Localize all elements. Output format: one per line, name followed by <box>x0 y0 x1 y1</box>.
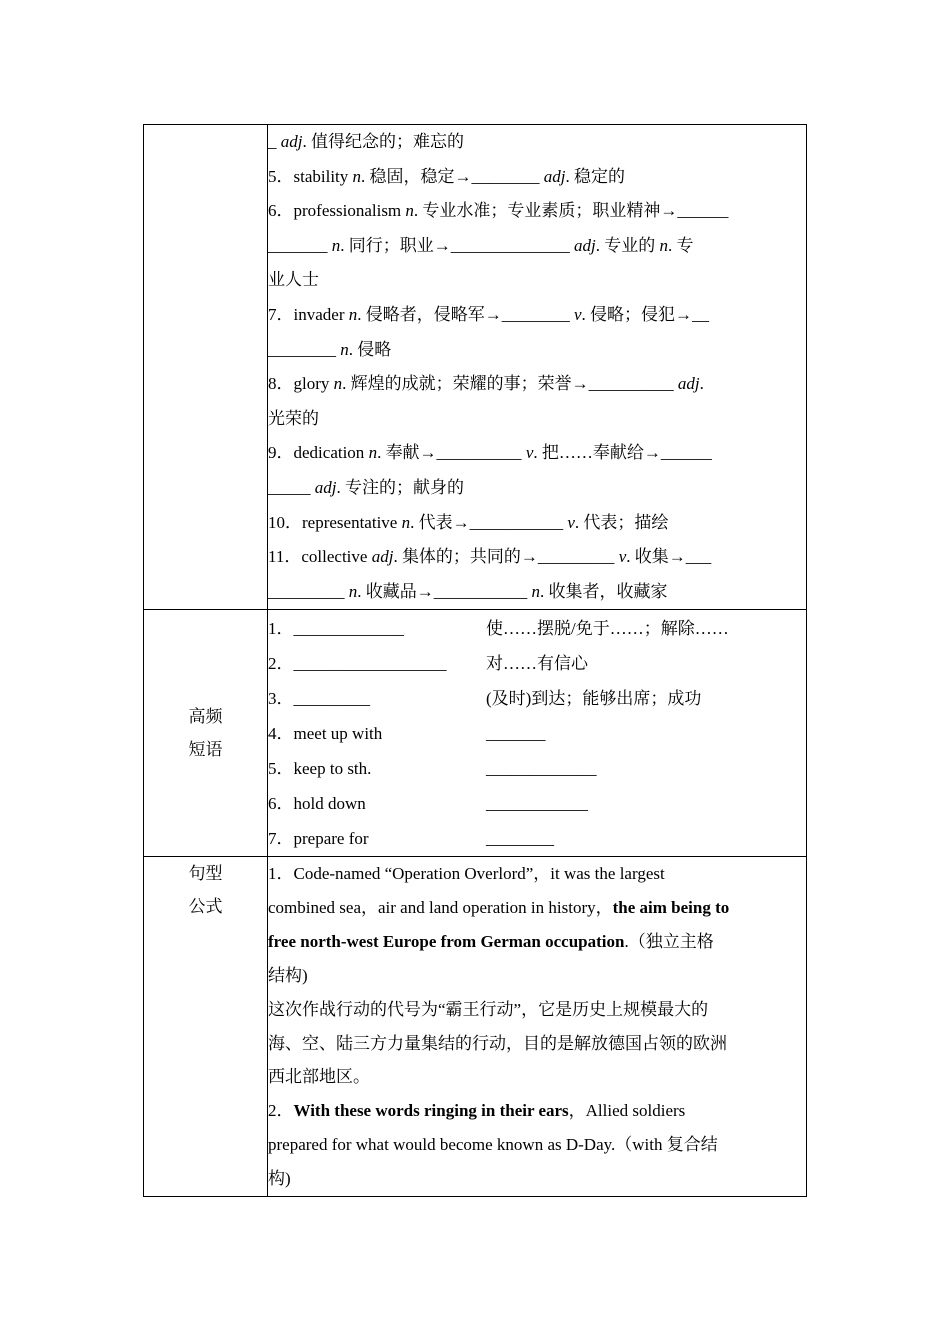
sentences-label-line2: 公式 <box>188 897 223 917</box>
vocab-line <box>268 402 806 437</box>
vocab-line <box>268 298 806 333</box>
vocab-text: 业人士 <box>268 270 319 290</box>
vocab-text: . 收集者，收藏家 <box>540 581 668 601</box>
vocab-text: . 集体的；共同的→_________ <box>393 547 619 567</box>
sentence2-line1 <box>268 1094 806 1128</box>
vocab-text: . 奉献→__________ <box>377 443 526 463</box>
phrases-label-line2: 短语 <box>188 740 223 760</box>
vocab-text: . 专业水准；专业素质；职业精神→______ <box>413 201 729 221</box>
vocab-text: 7．invader <box>268 304 349 324</box>
sentences-label-cell <box>144 857 268 1197</box>
vocab-line <box>268 540 806 575</box>
part-of-speech: v <box>573 304 582 324</box>
sentence1-line2-plain: combined sea，air and land operation in history， <box>268 898 613 918</box>
part-of-speech: v <box>618 547 627 567</box>
part-of-speech: adj <box>280 132 303 151</box>
sentence1-line3 <box>268 925 806 959</box>
phrase-english: 5．keep to sth. <box>268 759 372 779</box>
sentence2-line2: prepared for what would become known as D-Day.（with 复合结 <box>268 1134 718 1154</box>
part-of-speech: n <box>405 201 414 221</box>
vocab-line <box>268 436 806 471</box>
vocab-text: _____ <box>268 477 315 497</box>
part-of-speech: n <box>333 374 343 394</box>
vocab-text: . 专 <box>667 235 694 255</box>
vocab-line <box>268 575 806 610</box>
phrase-row <box>268 646 806 681</box>
vocab-text: ________ <box>268 339 341 359</box>
vocab-text: . 同行；职业→______________ <box>340 235 574 255</box>
phrase-meaning: _______ <box>486 724 546 744</box>
vocab-line <box>268 333 806 368</box>
vocab-line <box>268 125 806 160</box>
part-of-speech: n <box>348 581 358 601</box>
vocab-text: 6．professionalism <box>268 201 406 221</box>
sentence1-translation-line2: 海、空、陆三方力量集结的行动，目的是解放德国占领的欧洲 <box>268 1033 727 1053</box>
sentence1-line1: 1．Code-named “Operation Overlord”，it was the largest <box>268 864 665 884</box>
part-of-speech: n <box>340 339 349 359</box>
vocab-list <box>268 125 806 609</box>
vocab-text: . 收藏品→___________ <box>357 581 532 601</box>
phrase-row <box>268 681 806 716</box>
part-of-speech: adj <box>677 374 700 394</box>
phrase-row <box>268 751 806 786</box>
part-of-speech: n <box>659 235 668 255</box>
phrases-label-cell <box>144 610 268 857</box>
vocab-text: . <box>699 374 704 394</box>
phrase-list <box>268 611 806 856</box>
part-of-speech: v <box>525 443 534 463</box>
vocab-line <box>268 194 806 229</box>
vocab-text: . 值得纪念的；难忘的 <box>302 132 464 151</box>
part-of-speech: n <box>348 304 358 324</box>
vocab-text: 11．collective <box>268 547 372 567</box>
vocab-text: . 稳定的 <box>565 166 626 186</box>
phrase-english: 3．_________ <box>268 689 370 709</box>
vocab-text: 9．dedication <box>268 443 369 463</box>
vocab-text: . 侵略者，侵略军→________ <box>357 304 574 324</box>
sentence1-line2-bold: the aim being to <box>612 898 730 918</box>
part-of-speech: n <box>401 512 411 532</box>
sentence2-bold: With these words ringing in their ears <box>293 1100 569 1120</box>
part-of-speech: n <box>531 581 540 601</box>
vocab-text: _______ <box>268 235 332 255</box>
phrase-meaning: _____________ <box>486 759 597 779</box>
phrases-row <box>144 610 807 857</box>
part-of-speech: adj <box>574 235 596 255</box>
sentence1-translation-line3: 西北部地区。 <box>268 1067 370 1087</box>
vocab-text: . 稳固，稳定→________ <box>361 166 544 186</box>
part-of-speech: adj <box>314 477 337 497</box>
vocab-line <box>268 506 806 541</box>
phrases-content-cell <box>268 610 807 857</box>
vocab-text: _________ <box>268 581 349 601</box>
sentence2-rest: ，Allied soldiers <box>568 1100 686 1120</box>
phrase-english: 4．meet up with <box>268 724 383 744</box>
phrase-english: 1．_____________ <box>268 619 404 639</box>
study-table <box>143 124 807 1197</box>
phrase-english: 7．prepare for <box>268 829 369 849</box>
part-of-speech: adj <box>543 166 566 186</box>
vocab-text: . 收集→___ <box>626 547 712 567</box>
phrase-meaning: (及时)到达；能够出席；成功 <box>486 689 702 709</box>
vocab-text: . 专业的 <box>595 235 660 255</box>
vocab-text: . 专注的；献身的 <box>336 477 464 497</box>
phrase-row <box>268 611 806 646</box>
vocab-text: . 侵略 <box>348 339 392 359</box>
sentences-row <box>144 857 807 1197</box>
vocab-text: 8．glory <box>268 374 334 394</box>
sentence2-number: 2． <box>268 1100 294 1120</box>
phrase-english: 2．__________________ <box>268 654 447 674</box>
vocab-line <box>268 367 806 402</box>
vocab-text: 光荣的 <box>268 408 319 428</box>
sentences-content-cell <box>268 857 807 1197</box>
phrase-meaning: 对……有信心 <box>486 654 588 674</box>
vocab-content-cell <box>268 125 807 610</box>
sentence1-line3-plain: .（独立主格 <box>624 932 714 952</box>
phrase-english: 6．hold down <box>268 794 366 814</box>
phrase-meaning: 使……摆脱/免于……；解除…… <box>486 619 729 639</box>
sentence2-line3: 构) <box>268 1168 291 1188</box>
phrase-row <box>268 786 806 821</box>
phrase-row <box>268 821 806 856</box>
sentences-label-line1: 句型 <box>188 864 223 884</box>
vocab-text: . 代表→___________ <box>410 512 568 532</box>
phrase-meaning: ________ <box>486 829 554 849</box>
vocab-text: . 把……奉献给→______ <box>533 443 712 463</box>
sentence1-line2 <box>268 891 806 925</box>
part-of-speech: adj <box>371 547 394 567</box>
vocab-label-cell <box>144 125 268 610</box>
part-of-speech: n <box>368 443 378 463</box>
sentence1-line3-bold: free north-west Europe from German occupation <box>268 932 625 952</box>
phrases-label-line1: 高频 <box>188 707 223 727</box>
phrase-row <box>268 716 806 751</box>
sentence1-line4: 结构) <box>268 966 308 986</box>
part-of-speech: n <box>331 235 341 255</box>
sentence1-translation-line1: 这次作战行动的代号为“霸王行动”，它是历史上规模最大的 <box>268 1000 709 1020</box>
vocab-text: 10．representative <box>268 512 402 532</box>
part-of-speech: v <box>567 512 575 532</box>
vocab-text: . 侵略；侵犯→__ <box>581 304 710 324</box>
vocab-line <box>268 471 806 506</box>
vocab-line <box>268 160 806 195</box>
vocab-text: 5．stability <box>268 166 353 186</box>
vocab-line <box>268 229 806 264</box>
vocab-text: . 辉煌的成就；荣耀的事；荣誉→__________ <box>342 374 678 394</box>
vocab-line <box>268 263 806 298</box>
vocab-text: . 代表；描绘 <box>574 512 669 532</box>
part-of-speech: n <box>352 166 362 186</box>
vocab-text: _ <box>268 132 281 151</box>
phrase-meaning: ____________ <box>486 794 588 814</box>
vocab-row <box>144 125 807 610</box>
